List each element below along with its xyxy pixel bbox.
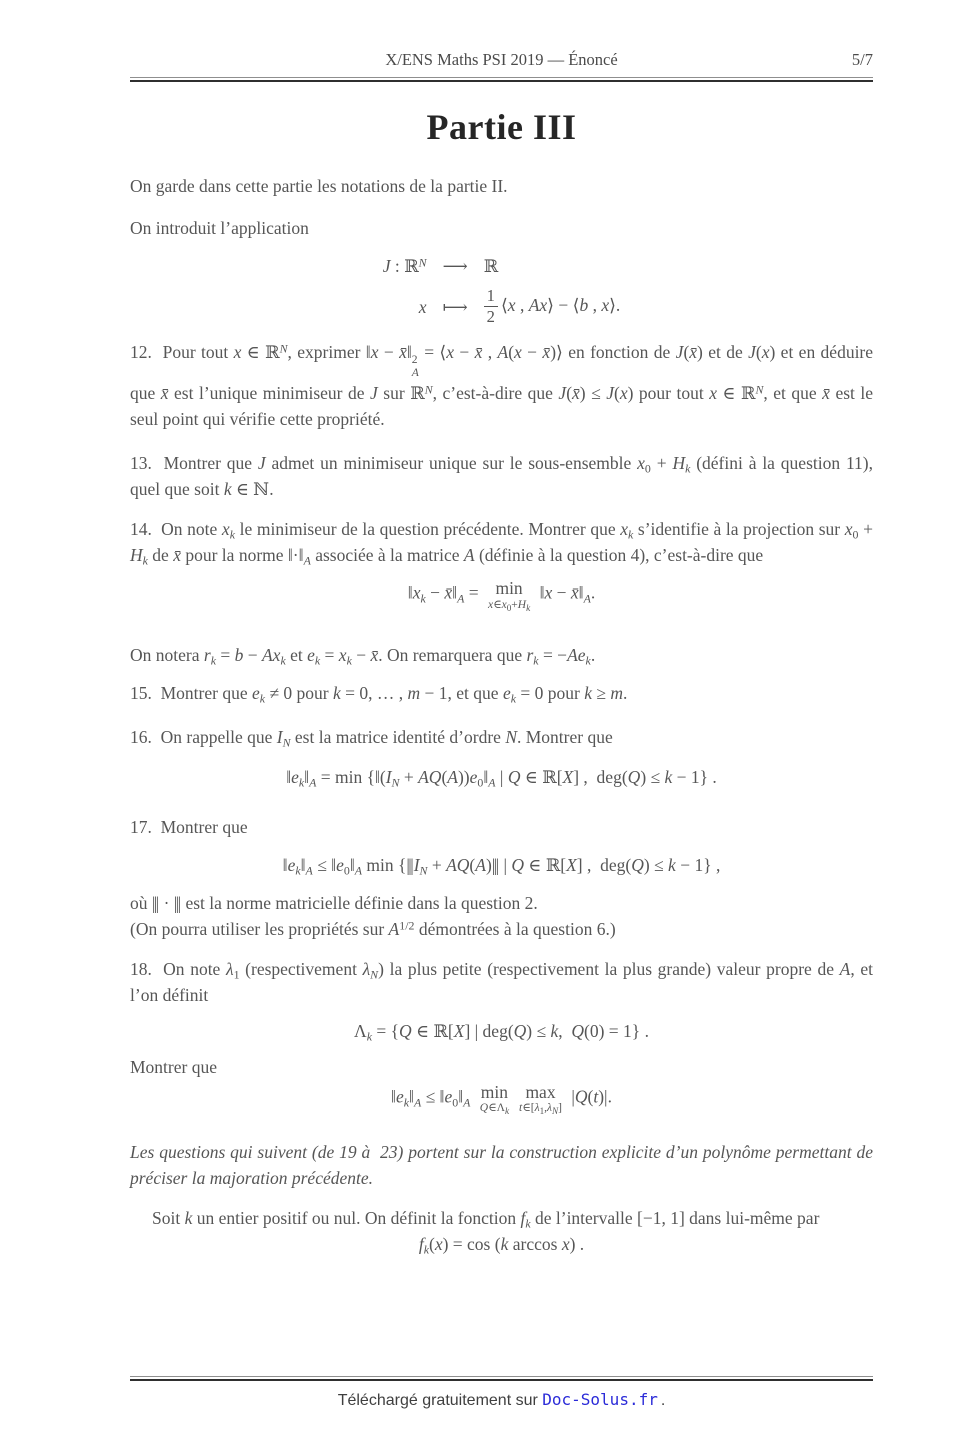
display-formula-application bbox=[130, 253, 873, 327]
footer-text bbox=[130, 1390, 873, 1410]
long-arrow: ⟶ bbox=[442, 256, 468, 277]
display-formula-lambda-set: $\Lambda_k = \{Q$ ∈ ℝ[X] | deg(Q) ≤ k, Q(0) = 1} . bbox=[354, 1020, 649, 1044]
display-formula-ek-min: $‖e_k‖_A = \min$ {$‖(I_N$ + $AQ(A))e_0‖_A$ | Q ∈ ℝ[X] , deg(Q) ≤ k − 1} . bbox=[286, 766, 717, 790]
question-15: 15. Montrer que $e_k \ne 0$ pour k = 0, … , m − 1, et que $e_k = 0$ pour k ≥ m. bbox=[130, 682, 628, 706]
paragraph-norm-note: où ||| · ||| est la norme matricielle définie dans la question 2. bbox=[130, 892, 538, 913]
question-12: 12. Pour tout x ∈ ℝ$^N$, exprimer ‖x − x̄‖ 2 A = ⟨x − x̄ , A(x − x̄)⟩ en fonction de J(x̄) et de J(x) et en déduire que x̄ est l’unique minimiseur de J sur ℝ$^N$, c’est-à-dire que J(x̄) ≤ J(x) pour tout x ∈ ℝ$^N$, et que x̄ est le seul point qui vérifie cette propriété. bbox=[130, 341, 874, 430]
header-title: X/ENS Maths PSI 2019 — Énoncé bbox=[385, 50, 618, 69]
paragraph-italic-note: Les questions qui suivent (de 19 à 23) portent sur la construction explicite d’un polynôme permettant de préciser la majoration précédente. bbox=[130, 1142, 873, 1189]
formula-j-domain: J : ℝ$^N$ bbox=[382, 255, 427, 277]
mapsto-arrow: ⟼ bbox=[442, 296, 468, 317]
paragraph-hint: (On pourra utiliser les propriétés sur $A^{1/2}$ démontrées à la question 6.) bbox=[130, 918, 616, 939]
question-13: 13. Montrer que J admet un minimiseur unique sur le sous-ensemble $x_0 + H_k$ (défini à la question 11), quel que soit k ∈ ℕ. bbox=[130, 453, 874, 500]
page-header bbox=[130, 50, 873, 70]
header-rule bbox=[130, 77, 873, 82]
doc-solus-link[interactable]: Doc-Solus.fr bbox=[542, 1390, 658, 1409]
page-footer bbox=[130, 1376, 873, 1410]
formula-j-codomain: ℝ bbox=[483, 256, 499, 277]
display-formula-projection: $‖x_k$ − $x̄‖_A$ = min $x\in x_0+H_k$ ‖x − $x̄‖_A$. bbox=[407, 578, 596, 613]
footer-suffix: . bbox=[660, 1392, 666, 1409]
question-17: 17. Montrer que bbox=[130, 816, 248, 837]
formula-j-expression: $\frac{1}{2}$ ⟨x , Ax⟩ − ⟨b , x⟩. bbox=[484, 287, 621, 327]
question-18: 18. On note $\lambda_1$ (respectivement $\lambda_N$) la plus petite (respectivement la plus grande) valeur propre de A, et l’on définit bbox=[130, 958, 873, 1005]
page-number: 5/7 bbox=[851, 50, 873, 69]
paragraph-intro-1: On garde dans cette partie les notations de la partie II. bbox=[130, 176, 508, 197]
paragraph-notation-rk: On notera $r_k = b - Ax_k$ et $e_k = x_k$ − x̄. On remarquera que $r_k = -Ae_k$. bbox=[130, 644, 596, 668]
formula-x: x bbox=[418, 296, 427, 317]
paragraph-intro-2: On introduit l’application bbox=[130, 218, 309, 239]
question-14: 14. On note $x_k$ le minimiseur de la question précédente. Montrer que $x_k$ s’identifie à la projection sur $x_0 + H_k$ de x̄ pour la norme $‖\cdot‖_A$ associée à la matrice A (définie à la question 4), c’est-à-dire que bbox=[130, 519, 873, 569]
display-formula-ek-leq: $‖e_k‖_A$ ≤ $‖e_0‖_A$ $\min \{|||I_N + AQ(A)|||$ | Q ∈ ℝ[X] , deg(Q) ≤ k − 1} , bbox=[282, 854, 721, 878]
display-formula-minmax: $‖e_k‖_A$ ≤ $‖e_0‖_A$ min $Q\in\Lambda_k$ max $t\in[\lambda_1,\lambda_N]$ |Q(t)|. bbox=[391, 1081, 612, 1116]
footer-rule bbox=[130, 1376, 873, 1381]
paragraph-soit-k: Soit k un entier positif ou nul. On définit la fonction $f_k$ de l’intervalle [−1, 1] dans lui-même par bbox=[152, 1208, 820, 1231]
display-formula-chebyshev: $f_k(x) = \cos (k$ arccos x) . bbox=[418, 1234, 585, 1257]
section-title: Partie III bbox=[426, 107, 577, 147]
paragraph-montrer-que: Montrer que bbox=[130, 1056, 217, 1077]
question-16: 16. On rappelle que $I_N$ est la matrice identité d’ordre N. Montrer que bbox=[130, 726, 613, 750]
footer-prefix: Téléchargé gratuitement sur bbox=[337, 1392, 543, 1409]
